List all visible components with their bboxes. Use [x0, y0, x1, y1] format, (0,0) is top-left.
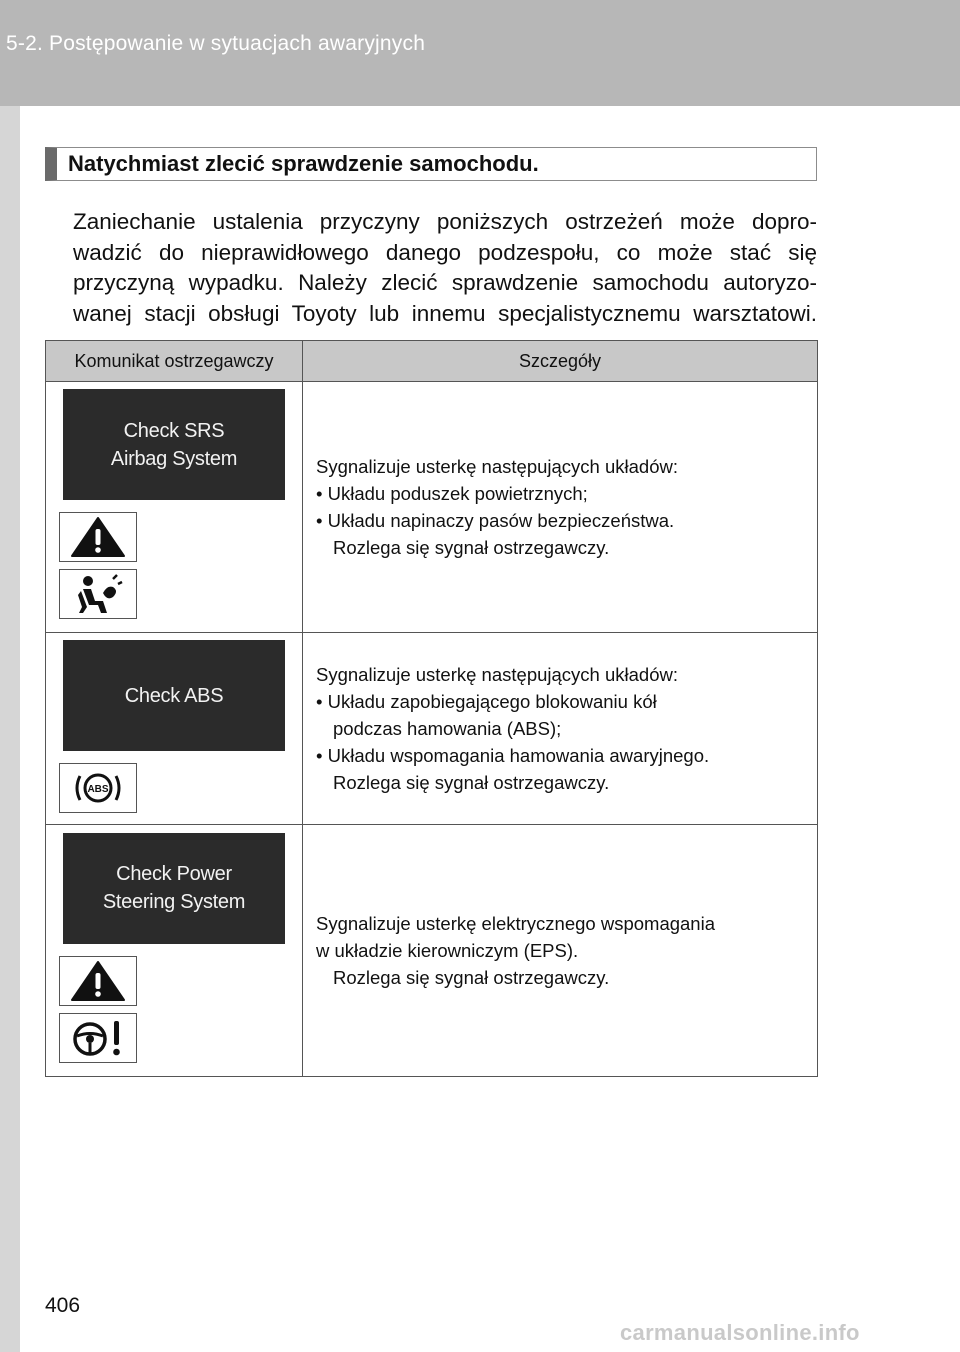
screen-line: Check ABS — [124, 684, 224, 707]
screen-line: Airbag System — [110, 447, 238, 470]
header-bar — [0, 0, 960, 106]
details-bullet: • Układu napinaczy pasów bezpieczeństwa. — [316, 510, 675, 531]
screen-line: Steering System — [102, 891, 246, 913]
details-cell — [303, 382, 818, 633]
page-number: 406 — [45, 1294, 81, 1317]
warning-triangle-icon — [59, 512, 137, 562]
section-header: 5-2. Postępowanie w sytuacjach awaryjnych — [6, 32, 426, 55]
details-lead-cont: w układzie kierowniczym (EPS). — [316, 940, 579, 961]
details-cell — [303, 633, 818, 825]
screen-line: Check SRS — [123, 419, 225, 442]
table-row — [46, 825, 818, 1077]
airbag-icon — [59, 569, 137, 619]
display-screen — [63, 833, 285, 944]
details-bullet: • Układu zapobiegającego blokowaniu kół — [316, 691, 657, 712]
intro-line: przyczyną wypadku. Należy zlecić sprawdzenie samochodu autoryzo- — [73, 270, 817, 295]
intro-line: Zaniechanie ustalenia przyczyny poniższych ostrzeżeń może dopro- — [73, 209, 817, 234]
watermark: carmanualsonline.info — [620, 1320, 860, 1345]
intro-line: wadzić do nieprawidłowego danego podzespołu, co może stać się — [73, 239, 817, 265]
message-cell — [46, 825, 303, 1077]
abs-label: ABS — [87, 784, 109, 795]
abs-icon — [59, 763, 137, 813]
warning-table — [45, 340, 818, 1077]
power-steering-icon — [59, 1013, 137, 1063]
header-message: Komunikat ostrzegawczy — [46, 341, 303, 382]
header-details: Szczegóły — [303, 341, 818, 382]
message-cell — [46, 633, 303, 825]
table-header-row — [46, 341, 818, 382]
table-row — [46, 633, 818, 825]
side-strip — [0, 106, 20, 1352]
details-lead: Sygnalizuje usterkę następujących układów: — [316, 664, 678, 685]
details-lead: Sygnalizuje usterkę elektrycznego wspomagania — [316, 913, 715, 934]
display-screen — [63, 640, 285, 751]
screen-line: Check Power — [116, 863, 232, 885]
intro-line: wanej stacji obsługi Toyoty lub innemu specjalistycznemu warsztatowi. — [73, 300, 817, 326]
details-bullet: • Układu poduszek powietrznych; — [316, 483, 588, 504]
details-bullet: • Układu wspomagania hamowania awaryjnego. — [316, 745, 710, 766]
details-note: Rozlega się sygnał ostrzegawczy. — [333, 967, 610, 988]
message-cell — [46, 382, 303, 633]
details-lead: Sygnalizuje usterkę następujących układów: — [316, 456, 678, 477]
warning-triangle-icon — [59, 956, 137, 1006]
details-bullet-cont: podczas hamowania (ABS); — [333, 718, 562, 739]
details-note: Rozlega się sygnał ostrzegawczy. — [333, 772, 610, 793]
details-cell — [303, 825, 818, 1077]
table-row — [46, 382, 818, 633]
details-note: Rozlega się sygnał ostrzegawczy. — [333, 537, 610, 558]
intro-paragraph — [73, 207, 817, 329]
section-title: Natychmiast zlecić sprawdzenie samochodu. — [45, 147, 817, 181]
display-screen — [63, 389, 285, 500]
